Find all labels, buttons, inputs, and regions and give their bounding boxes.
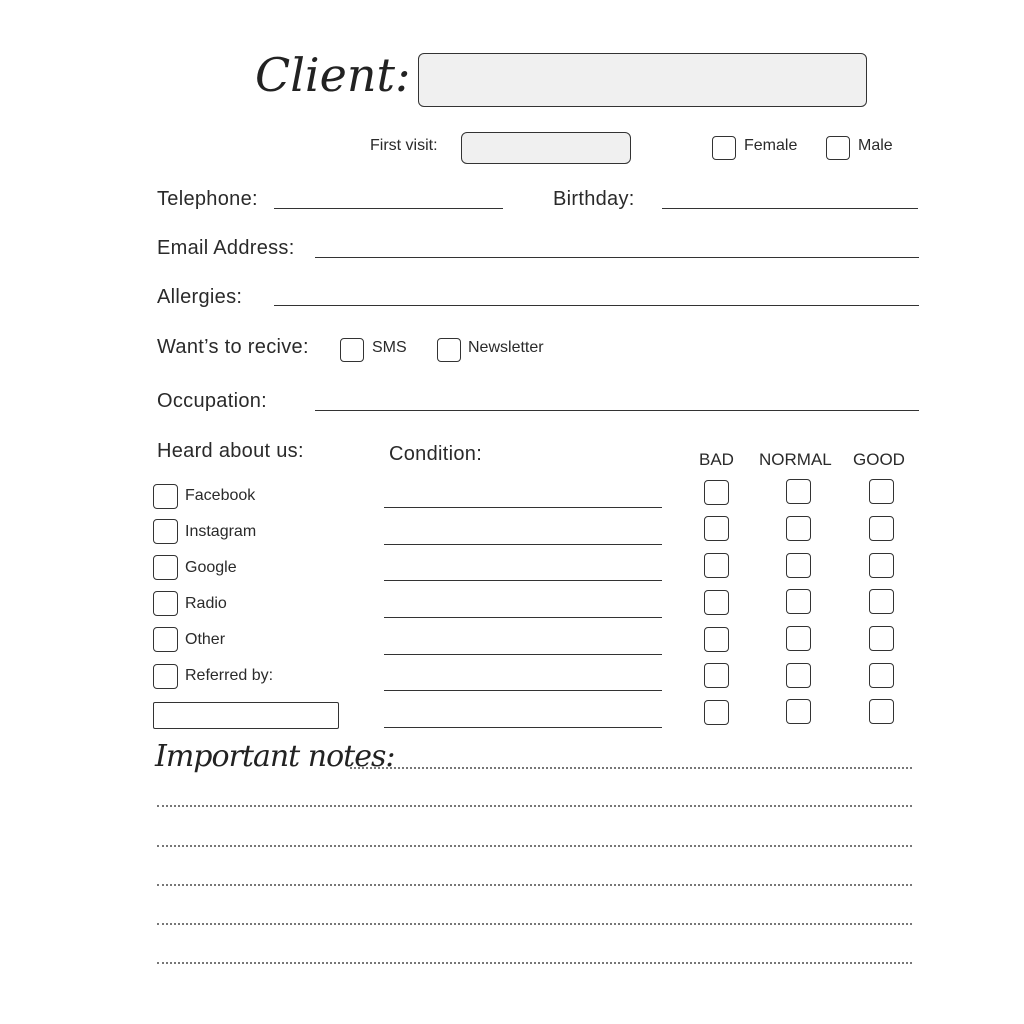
occupation-label: Occupation: [157, 390, 268, 412]
heard-about-title: Heard about us: [157, 440, 304, 462]
condition-row-3-line[interactable] [384, 580, 662, 581]
first-visit-field[interactable] [461, 132, 631, 164]
row-4-good-checkbox[interactable] [869, 589, 894, 614]
facebook-label: Facebook [185, 487, 256, 504]
row-5-normal-checkbox[interactable] [786, 626, 811, 651]
occupation-input-line[interactable] [315, 410, 919, 411]
instagram-label: Instagram [185, 523, 257, 540]
rating-normal-header: NORMAL [759, 450, 832, 469]
row-6-normal-checkbox[interactable] [786, 663, 811, 688]
row-6-bad-checkbox[interactable] [704, 663, 729, 688]
notes-line-4[interactable] [157, 884, 912, 886]
allergies-label: Allergies: [157, 286, 243, 308]
row-1-bad-checkbox[interactable] [704, 480, 729, 505]
condition-row-6-line[interactable] [384, 690, 662, 691]
row-5-bad-checkbox[interactable] [704, 627, 729, 652]
row-4-normal-checkbox[interactable] [786, 589, 811, 614]
radio-checkbox[interactable] [153, 591, 178, 616]
referred-by-label: Referred by: [185, 667, 274, 684]
rating-bad-header: BAD [699, 450, 734, 469]
instagram-checkbox[interactable] [153, 519, 178, 544]
notes-line-2[interactable] [157, 805, 912, 807]
google-label: Google [185, 559, 237, 576]
birthday-input-line[interactable] [662, 208, 918, 209]
client-name-field[interactable] [418, 53, 867, 107]
newsletter-checkbox[interactable] [437, 338, 461, 362]
row-1-good-checkbox[interactable] [869, 479, 894, 504]
row-2-bad-checkbox[interactable] [704, 516, 729, 541]
row-3-bad-checkbox[interactable] [704, 553, 729, 578]
important-notes-title: Important notes: [155, 739, 395, 774]
row-7-good-checkbox[interactable] [869, 699, 894, 724]
condition-row-4-line[interactable] [384, 617, 662, 618]
radio-label: Radio [185, 595, 227, 612]
row-7-bad-checkbox[interactable] [704, 700, 729, 725]
sms-label: SMS [372, 339, 407, 356]
rating-good-header: GOOD [853, 450, 905, 469]
row-5-good-checkbox[interactable] [869, 626, 894, 651]
row-3-normal-checkbox[interactable] [786, 553, 811, 578]
client-title: Client: [255, 48, 411, 102]
newsletter-label: Newsletter [468, 339, 544, 356]
telephone-input-line[interactable] [274, 208, 503, 209]
other-checkbox[interactable] [153, 627, 178, 652]
receive-label: Want’s to recive: [157, 336, 309, 358]
row-4-bad-checkbox[interactable] [704, 590, 729, 615]
notes-line-5[interactable] [157, 923, 912, 925]
notes-line-1[interactable] [350, 767, 912, 769]
row-7-normal-checkbox[interactable] [786, 699, 811, 724]
other-label: Other [185, 631, 226, 648]
female-checkbox[interactable] [712, 136, 736, 160]
sms-checkbox[interactable] [340, 338, 364, 362]
email-label: Email Address: [157, 237, 295, 259]
notes-line-6[interactable] [157, 962, 912, 964]
first-visit-label: First visit: [370, 137, 438, 154]
birthday-label: Birthday: [553, 188, 635, 210]
row-6-good-checkbox[interactable] [869, 663, 894, 688]
condition-row-5-line[interactable] [384, 654, 662, 655]
email-input-line[interactable] [315, 257, 919, 258]
row-2-good-checkbox[interactable] [869, 516, 894, 541]
telephone-label: Telephone: [157, 188, 258, 210]
condition-row-7-line[interactable] [384, 727, 662, 728]
condition-row-1-line[interactable] [384, 507, 662, 508]
male-checkbox[interactable] [826, 136, 850, 160]
row-2-normal-checkbox[interactable] [786, 516, 811, 541]
row-3-good-checkbox[interactable] [869, 553, 894, 578]
row-1-normal-checkbox[interactable] [786, 479, 811, 504]
male-label: Male [858, 137, 893, 154]
allergies-input-line[interactable] [274, 305, 919, 306]
condition-title: Condition: [389, 443, 483, 465]
notes-line-3[interactable] [157, 845, 912, 847]
facebook-checkbox[interactable] [153, 484, 178, 509]
referred-by-field[interactable] [153, 702, 339, 729]
female-label: Female [744, 137, 798, 154]
google-checkbox[interactable] [153, 555, 178, 580]
referred-by-checkbox[interactable] [153, 664, 178, 689]
condition-row-2-line[interactable] [384, 544, 662, 545]
